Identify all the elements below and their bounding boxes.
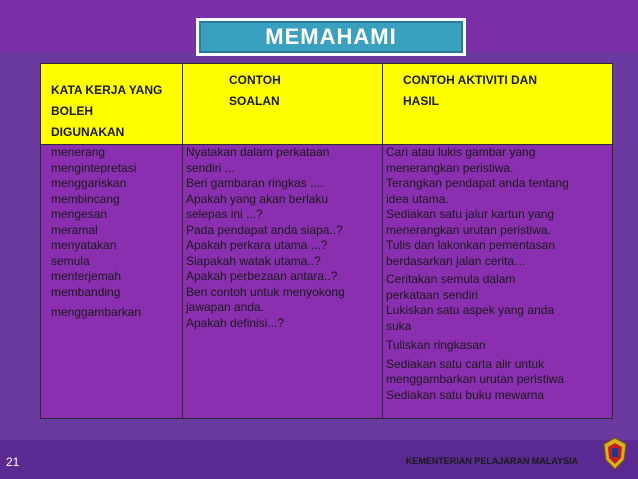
question-item: selepas ini ...?	[186, 207, 263, 221]
verb-item: mengesan	[51, 207, 108, 221]
header-row	[41, 64, 613, 145]
verb-item: menggambarkan	[51, 305, 142, 319]
verb-item: menyatakan	[51, 238, 117, 252]
question-item: Apakah definisi...?	[186, 315, 285, 330]
activities-list	[383, 145, 612, 403]
ministry-name: KEMENTERIAN PELAJARAN MALAYSIA	[405, 456, 578, 466]
content-table	[40, 63, 613, 419]
verb-item: membincang	[51, 191, 120, 206]
activity-item: Terangkan pendapat anda tentang	[386, 176, 569, 190]
header-activities-text: CONTOH AKTIVITI DAN HASIL	[403, 73, 537, 108]
question-item: Apakah yang akan berlaku	[186, 191, 329, 206]
question-item: Beri gambaran ringkas ....	[186, 176, 324, 190]
activity-item: Cari atau lukis gambar yang	[386, 145, 536, 159]
question-item: Siapakah watak utama..?	[186, 253, 321, 268]
question-item: jawapan anda.	[186, 300, 265, 314]
question-item: Beri contoh untuk menyokong	[186, 284, 345, 299]
activity-item: Sediakan satu buku mewarna	[386, 387, 545, 402]
header-questions-text: CONTOH SOALAN	[229, 73, 281, 108]
questions-list	[183, 145, 382, 331]
page-number: 21	[6, 455, 20, 469]
question-item: Pada pendapat anda siapa..?	[186, 222, 343, 237]
header-cell-questions	[183, 64, 383, 145]
activity-item: Sediakan satu carta alir untuk	[386, 356, 545, 371]
activity-item: menerangkan peristiwa.	[386, 160, 514, 175]
verb-item: menerang	[51, 145, 106, 159]
question-item: Apakah perbezaan antara..?	[186, 269, 338, 283]
header-verbs-text: KATA KERJA YANG BOLEH DIGUNAKAN	[51, 83, 163, 139]
activity-item: Tuliskan ringkasan	[386, 338, 486, 352]
activity-item: perkataan sendiri	[386, 287, 479, 302]
activities-cell	[383, 145, 613, 419]
question-item: sendiri ...	[186, 160, 235, 175]
activity-item: Ceritakan semula dalam	[386, 272, 516, 286]
activity-item: berdasarkan jalan cerita…	[386, 253, 527, 268]
activity-item: menerangkan urutan peristiwa.	[386, 222, 551, 237]
verbs-cell	[41, 145, 183, 419]
activity-item: Lukiskan satu aspek yang anda	[386, 303, 555, 317]
activity-item: Tulis dan lakonkan pementasan	[386, 238, 555, 252]
activity-item: suka	[386, 318, 412, 333]
verb-item: membanding	[51, 284, 121, 299]
activity-item: Sediakan satu jalur kartun yang	[386, 207, 555, 221]
body-row	[41, 145, 613, 419]
verb-item: mengintepretasi	[51, 160, 137, 175]
question-item: Apakah perkara utama ...?	[186, 238, 328, 252]
verb-item: meramal	[51, 222, 98, 237]
questions-cell	[183, 145, 383, 419]
verb-item: menterjemah	[51, 269, 122, 283]
verb-item: menggariskan	[51, 176, 127, 190]
crest-icon	[600, 436, 630, 472]
header-cell-verbs	[41, 64, 183, 145]
header-cell-activities	[383, 64, 613, 145]
verbs-list	[41, 145, 182, 321]
activity-item: menggambarkan urutan peristiwa	[386, 372, 565, 386]
question-item: Nyatakan dalam perkataan	[186, 145, 330, 159]
verb-item: semula	[51, 253, 90, 268]
activity-item: idea utama.	[386, 191, 449, 206]
slide-title: MEMAHAMI	[196, 18, 466, 56]
